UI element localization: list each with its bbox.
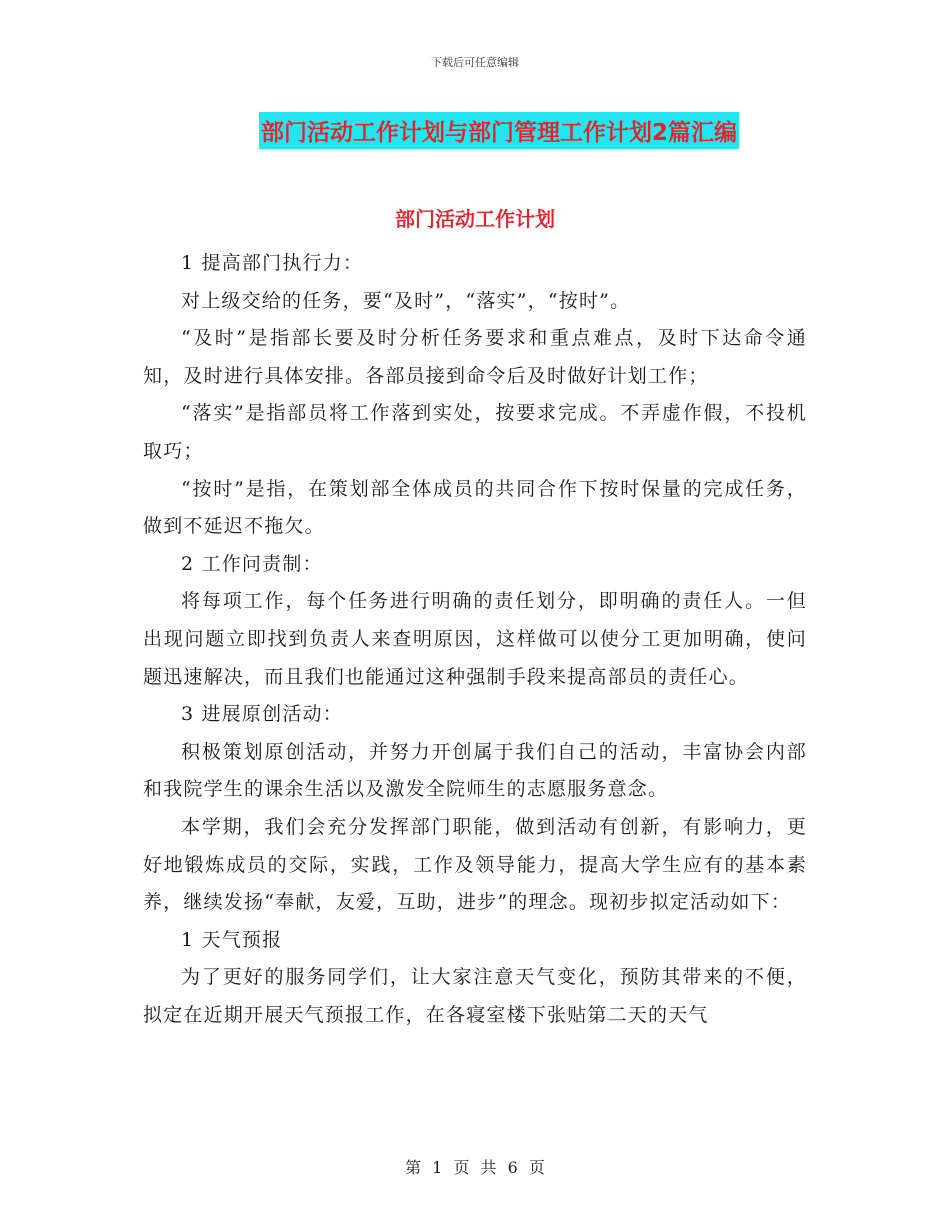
paragraph: 对上级交给的任务，要“及时”，“落实”，“按时”。 (181, 289, 631, 312)
paragraph: 将每项工作，每个任务进行明确的责任划分，即明确的责任人。一但出现问题立即找到负责人来查明原因，这样做可以使分工更加明确，使问题迅速解决，而且我们也能通过这种强制手段来提高部员的责任心。 (143, 590, 807, 688)
document-body (143, 245, 807, 1034)
header-note: 下载后可任意编辑 (431, 56, 519, 69)
paragraph: 1 提高部门执行力： (181, 252, 364, 274)
paragraph: “及时”是指部长要及时分析任务要求和重点难点，及时下达命令通知，及时进行具体安排。各部员接到命令后及时做好计划工作； (143, 327, 807, 387)
paragraph: 本学期，我们会充分发挥部门职能，做到活动有创新，有影响力，更好地锻炼成员的交际，实践，工作及领导能力，提高大学生应有的基本素养，继续发扬“奉献，友爱，互助，进步”的理念。现初步拟定活动如下： (143, 815, 807, 914)
paragraph: “按时”是指，在策划部全体成员的共同合作下按时保量的完成任务，做到不延迟不拖欠。 (143, 477, 807, 538)
document-title-container (0, 112, 950, 149)
paragraph: 2 工作问责制： (181, 552, 323, 575)
document-title: 部门活动工作计划与部门管理工作计划2篇汇编 (259, 112, 739, 149)
paragraph: 为了更好的服务同学们，让大家注意天气变化，预防其带来的不便，拟定在近期开展天气预报工作，在各寝室楼下张贴第二天的天气 (143, 966, 807, 1026)
paragraph: 1 天气预报 (181, 928, 283, 951)
section-title: 部门活动工作计划 (395, 207, 555, 231)
paragraph: 积极策划原创活动，并努力开创属于我们自己的活动，丰富协会内部和我院学生的课余生活以及激发全院师生的志愿服务意念。 (143, 740, 807, 801)
page-number: 第 1 页 共 6 页 (405, 1158, 545, 1177)
paragraph: “落实”是指部员将工作落到实处，按要求完成。不弄虚作假，不投机取巧； (143, 402, 807, 462)
paragraph: 3 进展原创活动： (181, 703, 343, 726)
